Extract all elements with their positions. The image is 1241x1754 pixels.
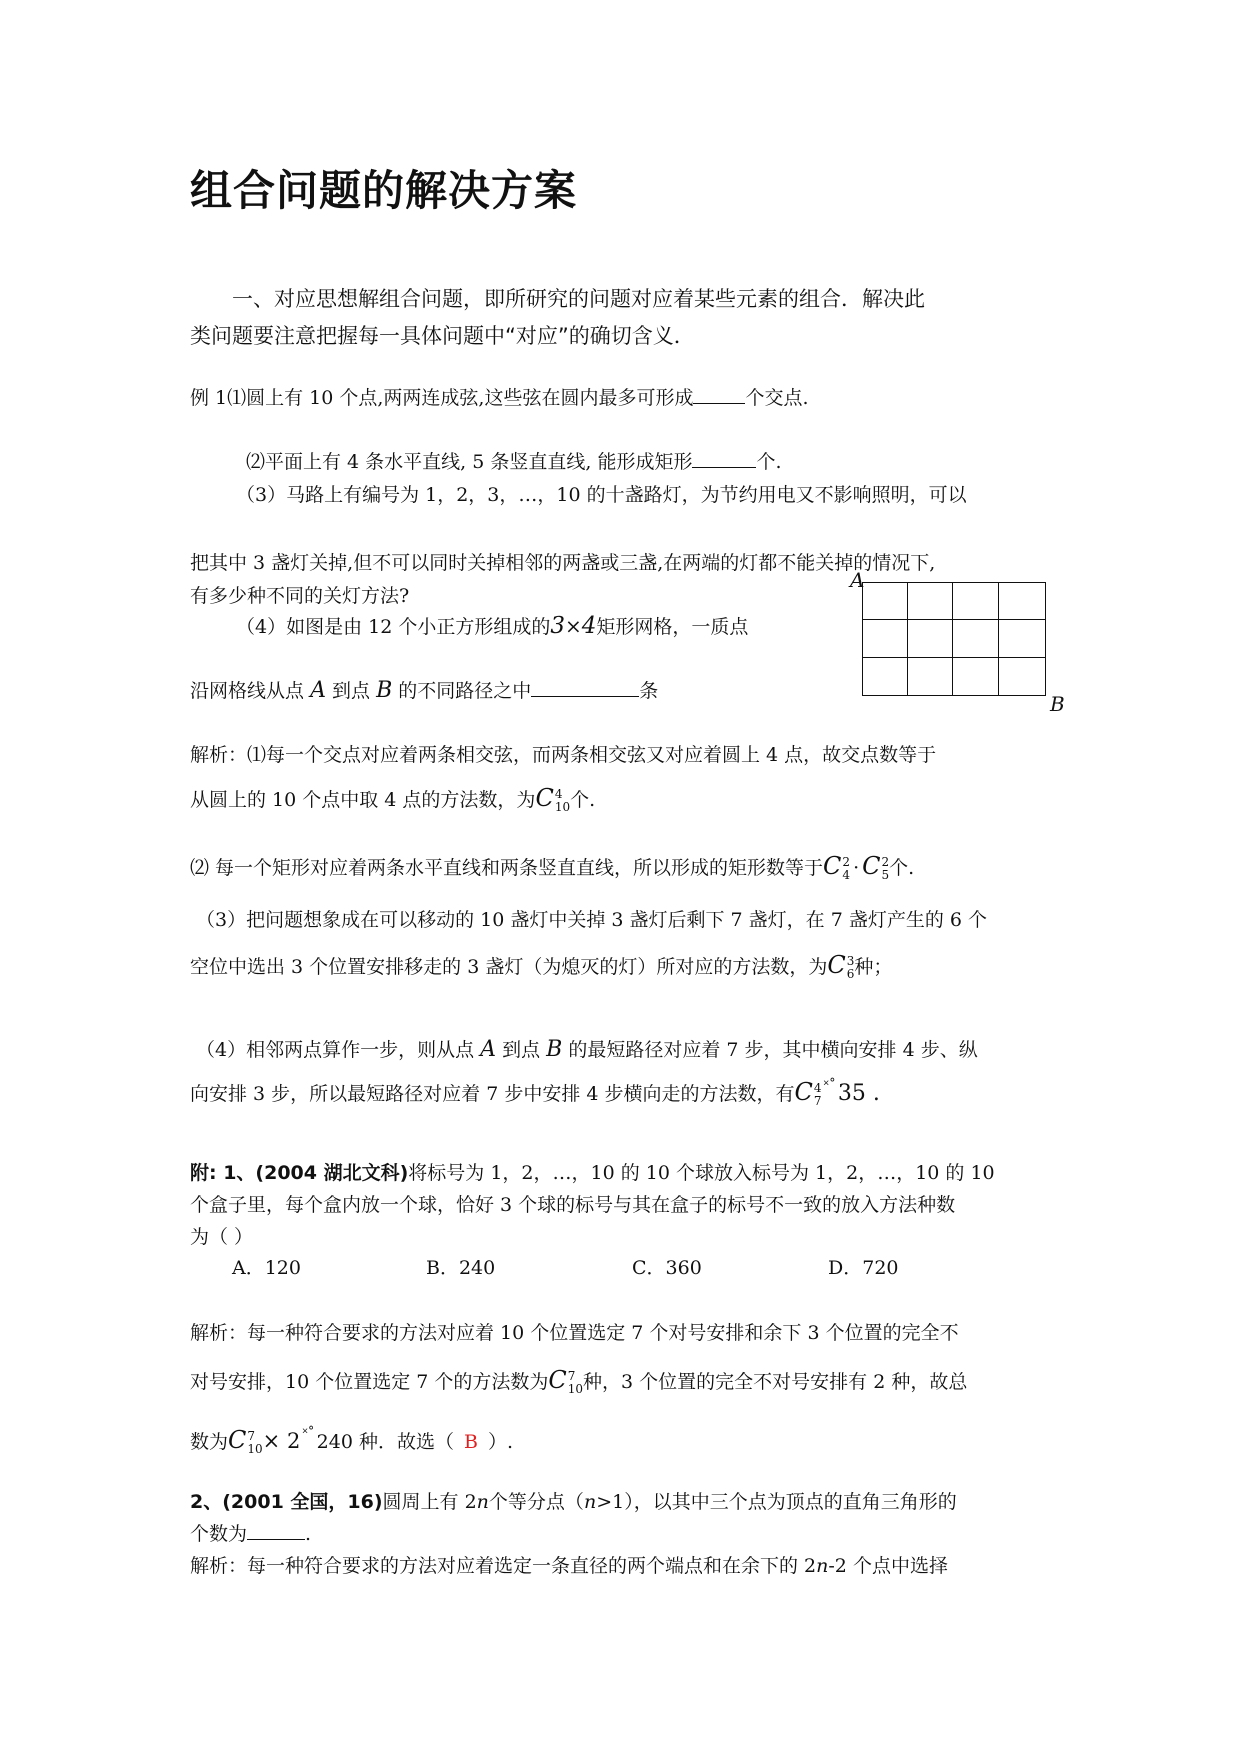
q4-text-a: （4）如图是由 12 个小正方形组成的	[236, 616, 551, 638]
a2-text-b: 个等分点（	[488, 1491, 584, 1513]
combination-c: C	[827, 951, 846, 979]
section-intro-line-2: 类问题要注意把握每一具体问题中“对应”的确切含义．	[190, 324, 695, 348]
a1-sol-text-c: 数为	[190, 1431, 229, 1453]
point-b-ref: B	[546, 1037, 563, 1062]
answer-choice: B	[463, 1431, 478, 1453]
q4-text-e: 的不同路径之中	[398, 680, 532, 702]
appendix-2-label: 2、(2001 全国，16)	[190, 1491, 383, 1513]
point-b-label: B	[376, 678, 393, 703]
s1-suffix: 个.	[570, 789, 596, 811]
cdot: ·	[853, 857, 860, 879]
garbled-equals-glyph: ˟˚	[823, 1078, 836, 1094]
grid-cell	[907, 619, 953, 658]
s4-text-a: （4）相邻两点算作一步，则从点	[196, 1039, 475, 1061]
combination-c: C	[548, 1366, 567, 1394]
solution-1-line-2	[190, 784, 595, 814]
s3-suffix: 种；	[854, 956, 893, 978]
c-5-2-indices: 2 5	[881, 855, 890, 882]
grid-cell	[907, 582, 953, 620]
grid-cell	[952, 657, 999, 696]
appendix-2-line-2	[190, 1519, 311, 1546]
a2-text-d: 个数为	[190, 1523, 248, 1545]
var-n: n	[583, 1491, 597, 1513]
appendix-1-label: 附: 1、(2004 湖北文科)	[190, 1162, 409, 1184]
grid-cell	[998, 582, 1046, 620]
q1-suffix: 个交点.	[745, 387, 809, 409]
appendix-2-line-1	[190, 1487, 957, 1514]
c-4-2-indices: 2 4	[842, 855, 851, 882]
appendix-2-solution	[190, 1551, 948, 1578]
option-d: D．720	[828, 1257, 899, 1279]
a2-blank	[247, 1520, 305, 1540]
grid-cell	[862, 619, 908, 658]
appendix-1-line-1	[190, 1158, 995, 1185]
a1-sol-text-e: ）.	[487, 1431, 513, 1453]
grid-label-b: B	[1050, 692, 1065, 716]
c-10-4-indices: 4 10	[554, 787, 571, 814]
s2-text: ⑵ 每一个矩形对应着两条水平直线和两条竖直直线，所以形成的矩形数等于	[190, 857, 824, 879]
s1-text: 从圆上的 10 个点中取 4 点的方法数，为	[190, 789, 536, 811]
solution-1-line-1: 解析：⑴每一个交点对应着两条相交弦，而两条相交弦又对应着圆上 4 点，故交点数等于	[190, 744, 937, 766]
solution-2	[190, 852, 914, 882]
q4-text-f: 条	[639, 680, 659, 702]
s4-result: 35 .	[837, 1081, 880, 1106]
example-1-q2	[246, 447, 782, 474]
solution-4-line-1	[196, 1035, 978, 1062]
a2-sol-text-a: 解析：每一种符合要求的方法对应着选定一条直径的两个端点和在余下的 2	[190, 1555, 817, 1577]
appendix-1-solution-line-1: 解析：每一种符合要求的方法对应着 10 个位置选定 7 个对号安排和余下 3 个位置的完全不	[190, 1322, 959, 1344]
appendix-1-line-3: 为（ ）	[190, 1226, 254, 1248]
grid-cell	[907, 657, 953, 696]
page-title: 组合问题的解决方案	[190, 166, 578, 215]
q2-text: ⑵平面上有 4 条水平直线, 5 条竖直直线, 能形成矩形	[246, 451, 693, 473]
var-n: n	[476, 1491, 489, 1513]
solution-3-line-1: （3）把问题想象成在可以移动的 10 盏灯中关掉 3 盏灯后剩下 7 盏灯，在 7 盏灯产生的 6 个	[196, 909, 988, 931]
s4-text-d: 向安排 3 步，所以最短路径对应着 7 步中安排 4 步横向走的方法数，有	[190, 1083, 795, 1105]
a2-sol-text-b: -2 个点中选择	[828, 1555, 948, 1577]
point-a-ref: A	[480, 1037, 497, 1062]
combination-c: C	[794, 1078, 813, 1106]
appendix-1-text: 将标号为 1，2，…，10 的 10 个球放入标号为 1，2，…，10 的 10	[408, 1162, 995, 1184]
q4-text-d: 到点	[332, 680, 371, 702]
grid-label-a: A	[850, 568, 865, 592]
example-1-q1	[190, 383, 809, 410]
q1-blank	[693, 384, 745, 404]
c-7-4-indices: 4 7	[813, 1081, 822, 1108]
q2-suffix: 个.	[756, 451, 782, 473]
example-1-q3-line-1: （3）马路上有编号为 1，2，3，…，10 的十盏路灯，为节约用电又不影响照明，可以	[236, 484, 967, 506]
appendix-1-line-2: 个盒子里，每个盒内放一个球，恰好 3 个球的标号与其在盒子的标号不一致的放入方法种数	[190, 1194, 956, 1216]
option-b: B．240	[426, 1257, 496, 1279]
a1-sol-text-d: 240 种．故选（	[316, 1431, 454, 1453]
a1-sol-text-b: 种，3 个位置的完全不对号安排有 2 种，故总	[583, 1371, 968, 1393]
s4-text-b: 到点	[502, 1039, 541, 1061]
grid-cell	[952, 619, 999, 658]
grid-cell	[862, 657, 908, 696]
c-10-7-indices: 7 10	[247, 1429, 263, 1456]
combination-c: C	[228, 1426, 247, 1454]
c-6-3-indices: 3 6	[846, 954, 855, 981]
q4-text-c: 沿网格线从点	[190, 680, 305, 702]
a2-text-a: 圆周上有 2	[382, 1491, 477, 1513]
q4-dim-3: 3	[550, 613, 565, 639]
grid-cell	[998, 657, 1046, 696]
a1-sol-text-a: 对号安排，10 个位置选定 7 个的方法数为	[190, 1371, 549, 1393]
a2-text-c: >1），以其中三个点为顶点的直角三角形的	[596, 1491, 957, 1513]
example-1-q3-line-2: 把其中 3 盏灯关掉,但不可以同时关掉相邻的两盏或三盏,在两端的灯都不能关掉的情况下,	[190, 552, 936, 574]
point-a-label: A	[310, 678, 326, 703]
c-10-7-indices: 7 10	[567, 1369, 584, 1396]
q4-blank	[531, 677, 639, 697]
example-1-q4-line-2	[190, 676, 658, 703]
rectangle-grid-figure	[862, 582, 1046, 696]
solution-4-line-2	[190, 1078, 880, 1108]
section-intro-line-1: 一、对应思想解组合问题，即所研究的问题对应着某些元素的组合．解决此	[232, 287, 925, 311]
appendix-1-solution-line-3	[190, 1426, 513, 1456]
var-n: n	[816, 1555, 829, 1577]
example-1-q4-line-1	[236, 612, 748, 639]
q4-times: ×	[565, 614, 582, 638]
s3-text: 空位中选出 3 个位置安排移走的 3 盏灯（为熄灭的灯）所对应的方法数，为	[190, 956, 828, 978]
times-two: × 2	[262, 1429, 301, 1453]
option-c: C．360	[632, 1257, 702, 1279]
grid-cell	[862, 582, 908, 620]
q4-text-b: 矩形网格，一质点	[596, 616, 749, 638]
s4-text-c: 的最短路径对应着 7 步，其中横向安排 4 步、纵	[568, 1039, 978, 1061]
combination-c: C	[823, 852, 842, 880]
grid-cell	[952, 582, 999, 620]
q2-blank	[692, 448, 756, 468]
combination-c: C	[535, 784, 554, 812]
appendix-1-solution-line-2	[190, 1366, 967, 1396]
grid-cell	[998, 619, 1046, 658]
example-1-q3-line-3: 有多少种不同的关灯方法?	[190, 585, 410, 607]
option-a: A．120	[232, 1257, 301, 1279]
garbled-equals-glyph: ˟˚	[302, 1426, 315, 1442]
solution-3-line-2	[190, 951, 892, 981]
s2-suffix: 个.	[889, 857, 915, 879]
q1-text: 例 1⑴圆上有 10 个点,两两连成弦,这些弦在圆内最多可形成	[190, 387, 694, 409]
q4-dim-4: 4	[581, 613, 597, 639]
a2-text-e: .	[305, 1523, 312, 1545]
combination-c: C	[862, 852, 881, 880]
